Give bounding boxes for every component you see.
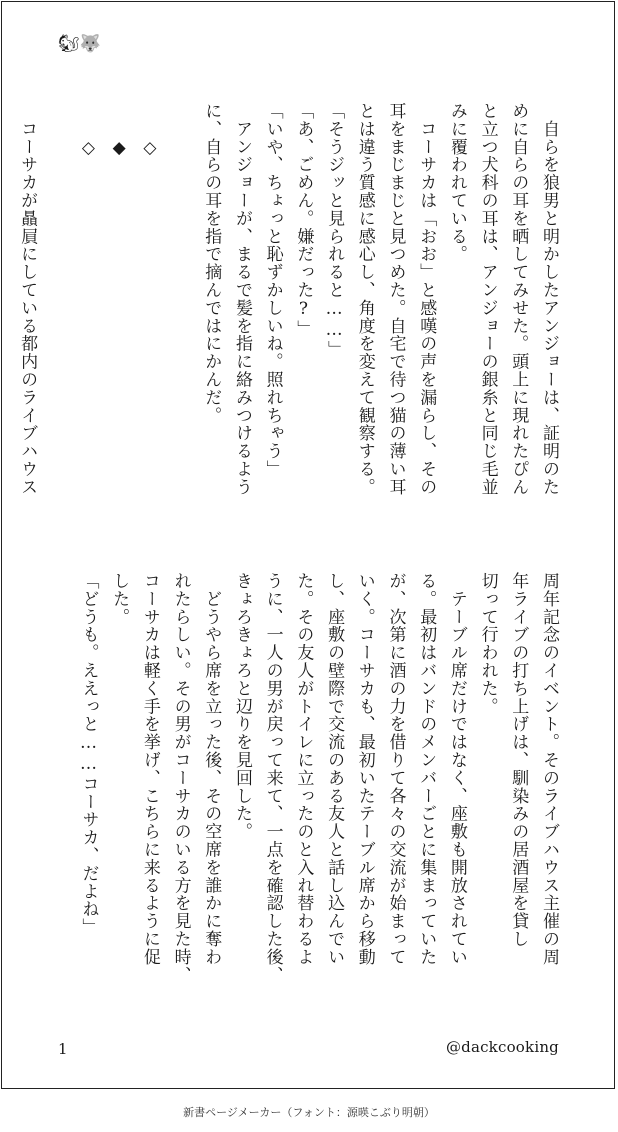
page-frame — [1, 1, 615, 1089]
header-emoji-icon: 🐿🐺 — [58, 34, 101, 54]
text-column: アンジョーが、まるで髪を指に絡みつけるよう — [231, 102, 252, 496]
text-column — [42, 102, 73, 522]
text-column: し、座敷の壁際で交流のある友人と話し込んでい — [324, 572, 345, 966]
text-column: うに、一人の男が戻って来て、一点を確認した後、 — [262, 572, 283, 984]
text-column: る。最初はバンドのメンバーごとに集まっていた — [416, 572, 437, 966]
text-block-top — [11, 102, 564, 522]
text-column: ◆ — [109, 102, 130, 159]
text-column: きょろきょろと辺りを見回した。 — [231, 572, 252, 841]
text-column: た。その友人がトイレに立ったのと入れ替わるよ — [293, 572, 314, 966]
text-column: 耳をまじまじと見つめた。自宅で待つ猫の薄い耳 — [385, 102, 406, 496]
text-column: と立つ犬科の耳は、アンジョーの銀糸と同じ毛並 — [477, 102, 498, 496]
text-column: 切って行われた。 — [477, 572, 498, 716]
text-column: 「そうジッと見られると……」 — [324, 102, 345, 359]
text-column: 「いや、ちょっと恥ずかしいね。照れちゃう」 — [262, 102, 283, 478]
text-column: テーブル席だけではなく、座敷も開放されてい — [446, 572, 467, 966]
text-column: 年ライブの打ち上げは、馴染みの居酒屋を貸し — [508, 572, 529, 948]
text-column: いく。コーサカも、最初いたテーブル席から移動 — [354, 572, 375, 966]
text-column: ◇ — [139, 102, 160, 159]
footer-caption: 新書ページメーカー（フォント：源暎こぶり明朝） — [183, 1106, 435, 1119]
text-column: コーサカが贔屓にしている都内のライブハウス — [17, 102, 38, 496]
text-column: が、次第に酒の力を借りて各々の交流が始まって — [385, 572, 406, 966]
text-column: 「あ、ごめん。嫌だった?」 — [293, 102, 314, 338]
text-column: とは違う質感に感心し、角度を変えて観察する。 — [354, 102, 375, 496]
text-column: した。 — [109, 572, 130, 626]
author-handle: @dackcooking — [445, 1038, 559, 1056]
text-column: 「どうも。ええっと……コーサカ、だよね」 — [78, 572, 99, 936]
text-column: みに覆われている。 — [446, 102, 467, 264]
text-column: コーサカは「おお」と感嘆の声を漏らし、その — [416, 102, 437, 496]
text-column: めに自らの耳を晒してみせた。頭上に現れたぴん — [508, 102, 529, 496]
text-column: どうやら席を立った後、その空席を誰かに奪わ — [201, 572, 222, 966]
text-column — [165, 102, 196, 522]
text-column: 周年記念のイベント。そのライブハウス主催の周 — [539, 572, 559, 966]
text-column: ◇ — [78, 102, 99, 159]
text-column: れたらしい。その男がコーサカのいる方を見た時、 — [170, 572, 191, 984]
page-number: 1 — [58, 1040, 68, 1058]
text-block-bottom — [73, 572, 564, 992]
text-column: 自らを狼男と明かしたアンジョーは、証明のた — [539, 102, 559, 496]
text-column: に、自らの耳を指で摘んではにかんだ。 — [201, 102, 222, 425]
text-column: コーサカは軽く手を挙げ、こちらに来るように促 — [139, 572, 160, 966]
